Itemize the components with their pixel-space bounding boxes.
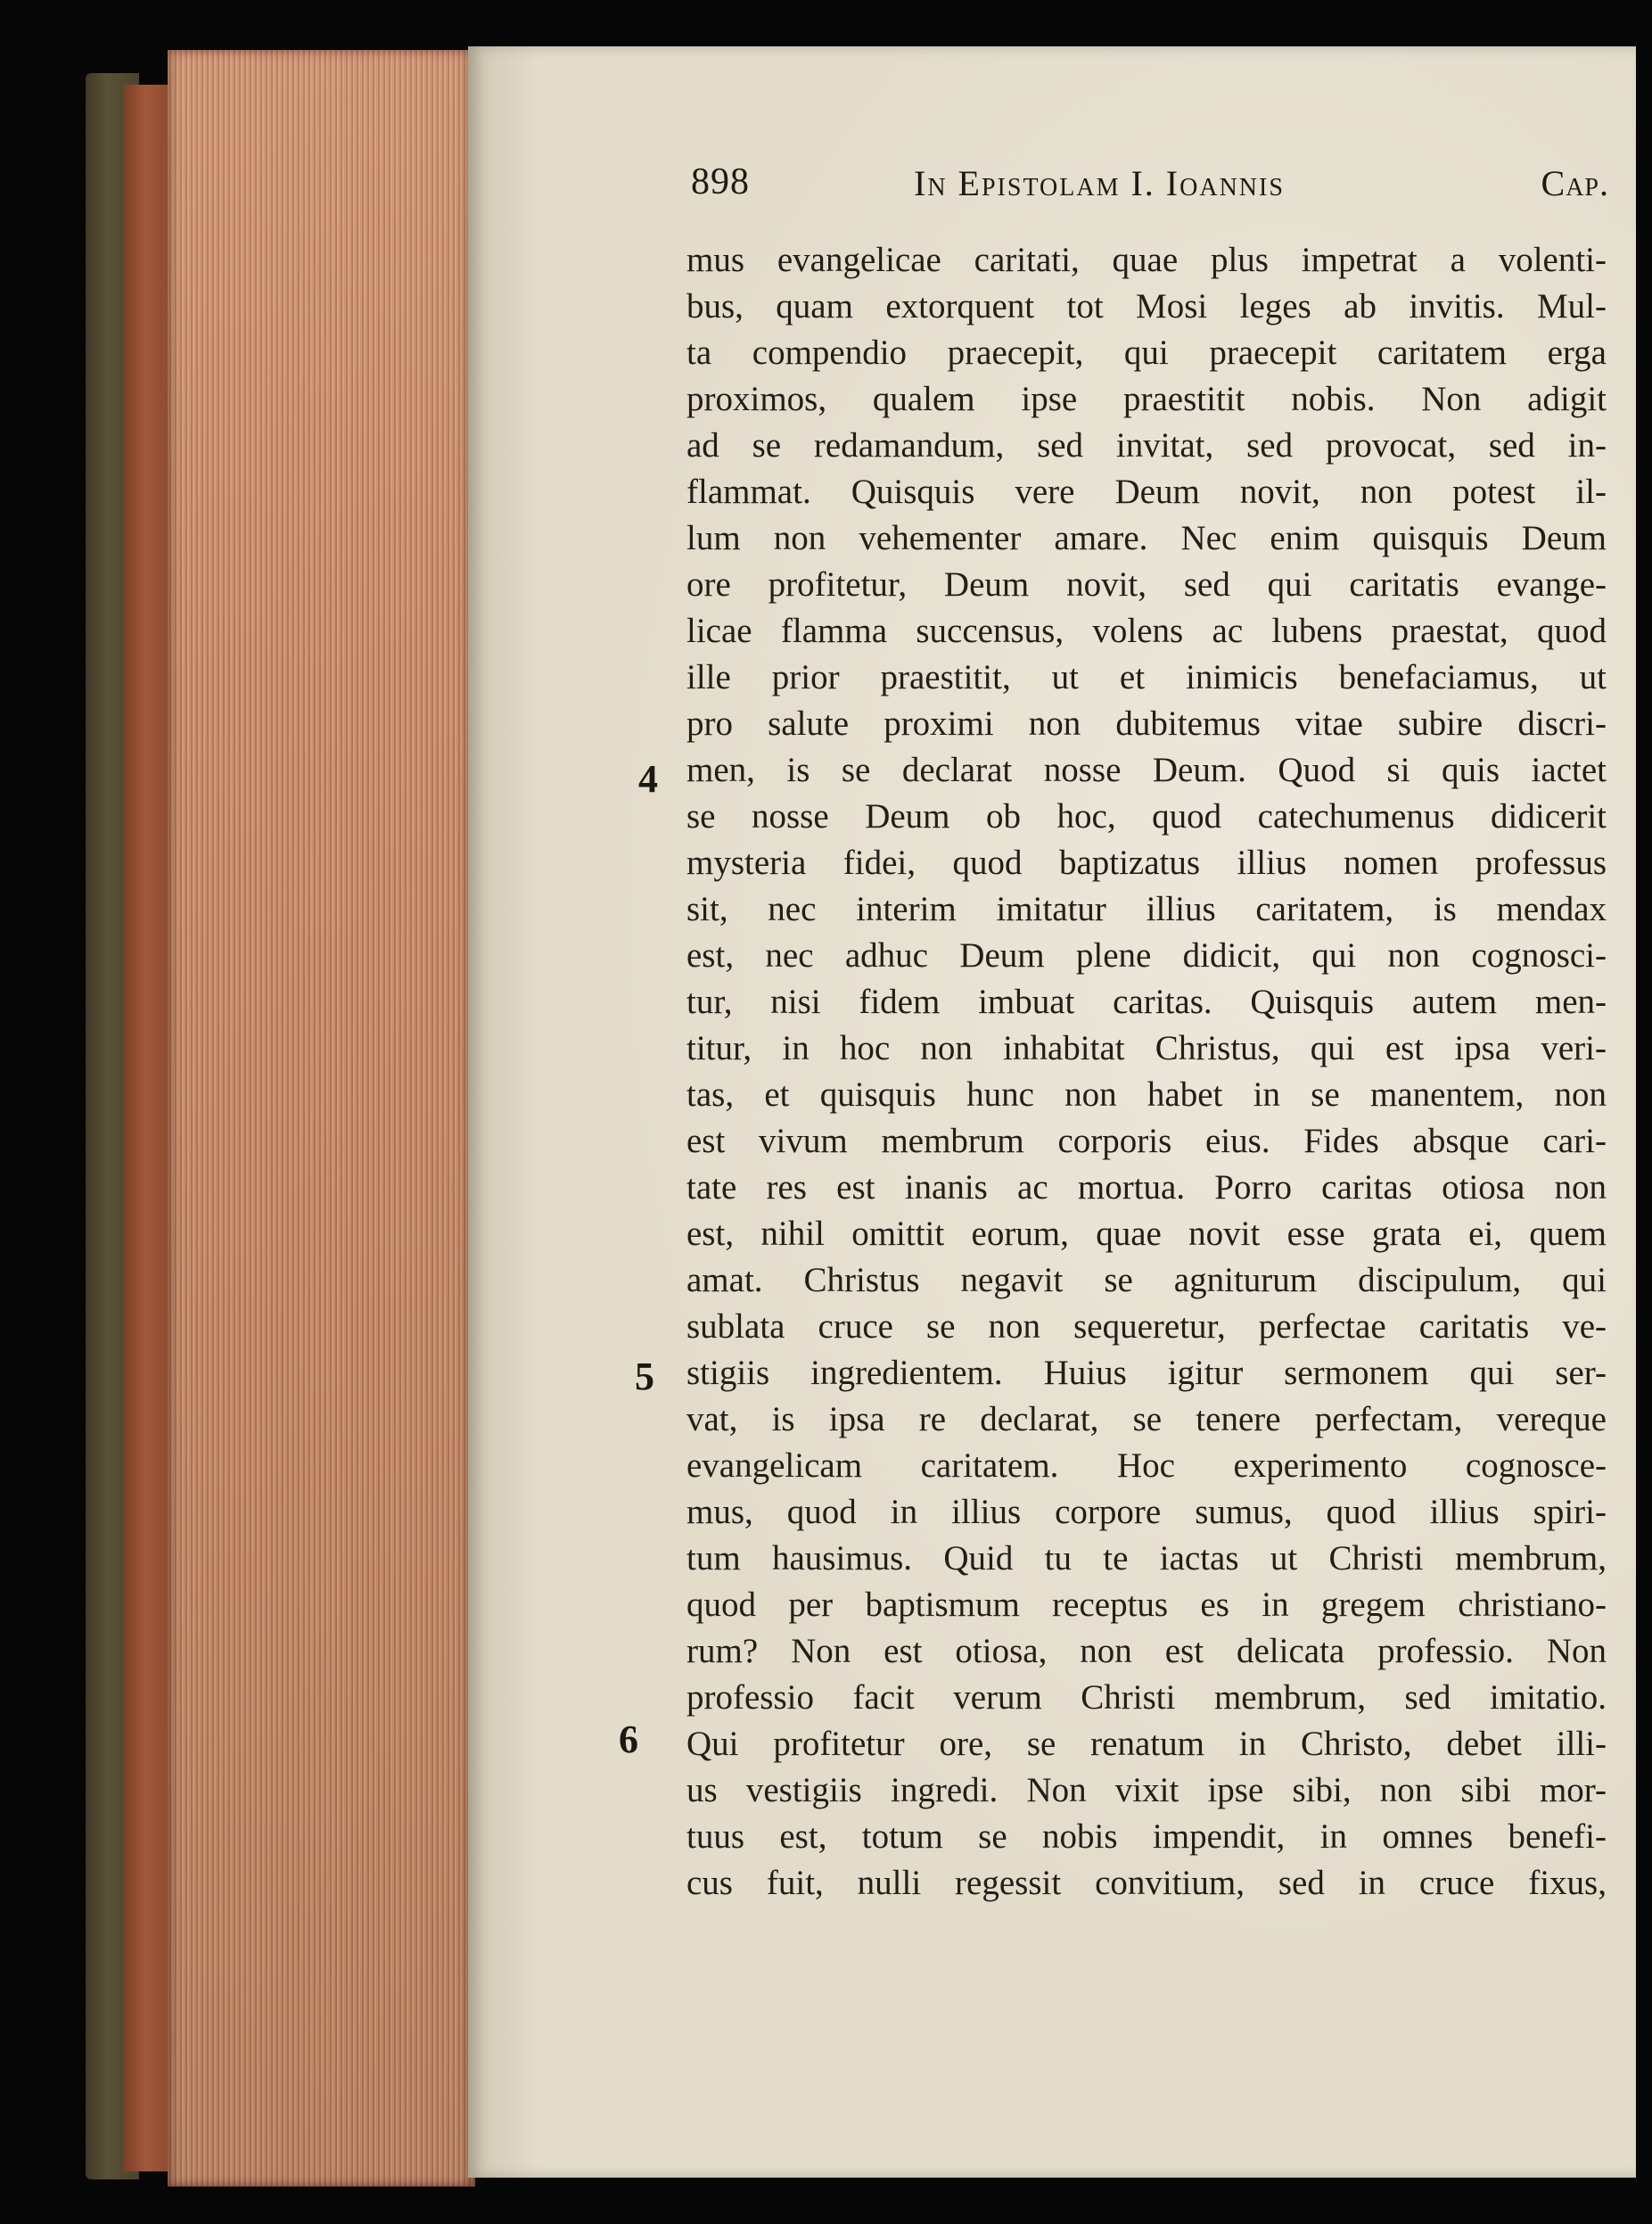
text-line: sublata cruce se non sequeretur, perfectae caritatis ve-	[686, 1307, 1607, 1346]
verse-number-4: 4	[638, 757, 658, 801]
verse-number-5: 5	[635, 1355, 654, 1398]
text-line: licae flamma succensus, volens ac lubens praestat, quod	[686, 612, 1607, 650]
text-line: sit, nec interim imitatur illius caritatem, is mendax	[686, 890, 1607, 928]
text-line: titur, in hoc non inhabitat Christus, qui est ipsa veri-	[686, 1029, 1607, 1067]
text-line: men, is se declarat nosse Deum. Quod si quis iactet	[686, 751, 1607, 789]
text-line: quod per baptismum receptus es in gregem christiano-	[686, 1586, 1607, 1624]
text-line: est vivum membrum corporis eius. Fides absque cari-	[686, 1122, 1607, 1160]
text-line: lum non vehementer amare. Nec enim quisquis Deum	[686, 519, 1607, 557]
text-line: tur, nisi fidem imbuat caritas. Quisquis autem men-	[686, 983, 1607, 1021]
text-line: Qui profitetur ore, se renatum in Christo, debet illi-	[686, 1725, 1607, 1763]
text-line: tate res est inanis ac mortua. Porro caritas otiosa non	[686, 1168, 1607, 1207]
text-line: ta compendio praecepit, qui praecepit caritatem erga	[686, 334, 1607, 372]
text-line: mus evangelicae caritati, quae plus impetrat a volenti-	[686, 241, 1607, 279]
running-head	[691, 161, 1609, 214]
running-title: In Epistolam I. Ioannis	[914, 163, 1285, 203]
text-line: stigiis ingredientem. Huius igitur sermonem qui ser-	[686, 1354, 1607, 1392]
body-text	[686, 237, 1607, 1907]
text-line: pro salute proximi non dubitemus vitae subire discri-	[686, 704, 1607, 743]
page-edges	[168, 50, 475, 2187]
chapter-abbreviation: Cap.	[1541, 163, 1609, 203]
text-line: tuus est, totum se nobis impendit, in omnes benefi-	[686, 1817, 1607, 1856]
book-cover-edge	[123, 85, 173, 2171]
text-line: tum hausimus. Quid tu te iactas ut Christi membrum,	[686, 1539, 1607, 1577]
text-line: evangelicam caritatem. Hoc experimento cognosce-	[686, 1446, 1607, 1485]
text-line: vat, is ipsa re declarat, se tenere perfectam, vereque	[686, 1400, 1607, 1438]
text-line: ore profitetur, Deum novit, sed qui caritatis evange-	[686, 565, 1607, 604]
text-line: proximos, qualem ipse praestitit nobis. Non adigit	[686, 380, 1607, 418]
text-line: us vestigiis ingredi. Non vixit ipse sibi, non sibi mor-	[686, 1771, 1607, 1809]
text-line: mysteria fidei, quod baptizatus illius nomen professus	[686, 844, 1607, 882]
text-line: bus, quam extorquent tot Mosi leges ab invitis. Mul-	[686, 287, 1607, 325]
text-line: ille prior praestitit, ut et inimicis benefaciamus, ut	[686, 658, 1607, 696]
text-line: cus fuit, nulli regessit convitium, sed in cruce fixus,	[686, 1864, 1607, 1902]
verse-number-6: 6	[619, 1717, 638, 1761]
text-line: flammat. Quisquis vere Deum novit, non potest il-	[686, 473, 1607, 511]
text-line: tas, et quisquis hunc non habet in se manentem, non	[686, 1075, 1607, 1114]
text-line: ad se redamandum, sed invitat, sed provocat, sed in-	[686, 426, 1607, 465]
text-line: professio facit verum Christi membrum, sed imitatio.	[686, 1678, 1607, 1717]
text-line: rum? Non est otiosa, non est delicata professio. Non	[686, 1632, 1607, 1670]
text-line: amat. Christus negavit se agniturum discipulum, qui	[686, 1261, 1607, 1299]
text-line: est, nihil omittit eorum, quae novit esse grata ei, quem	[686, 1215, 1607, 1253]
text-line: est, nec adhuc Deum plene didicit, qui non cognosci-	[686, 936, 1607, 975]
page-number: 898	[691, 161, 750, 202]
text-line: se nosse Deum ob hoc, quod catechumenus didicerit	[686, 797, 1607, 836]
text-line: mus, quod in illius corpore sumus, quod illius spiri-	[686, 1493, 1607, 1531]
